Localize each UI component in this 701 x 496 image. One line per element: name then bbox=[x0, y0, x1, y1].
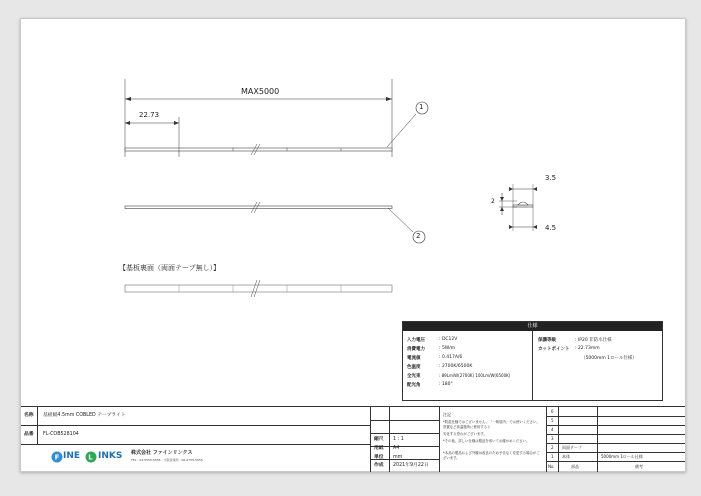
thickness-dimension: 2 bbox=[491, 198, 495, 205]
balloon-1-label: 1 bbox=[419, 103, 424, 111]
spec-key-input-voltage: 入力電圧 bbox=[407, 338, 425, 343]
svg-text:L: L bbox=[88, 453, 93, 462]
cut-pitch-label: 22.73 bbox=[139, 111, 160, 119]
parts-header-part: 部品 bbox=[571, 464, 579, 469]
spec-table bbox=[402, 321, 663, 401]
spec-key-current: 電流値 bbox=[407, 356, 421, 361]
company-name: 株式会社 ファインリンクス bbox=[131, 450, 193, 456]
parts-row-no: 5 bbox=[551, 418, 554, 423]
spec-val-roll-note: （5000mm 1ロール仕様） bbox=[581, 356, 637, 361]
paper-label: 用紙 bbox=[374, 446, 384, 451]
back-side-title: 【基板裏面（両面テープ無し）】 bbox=[119, 264, 221, 272]
unit-label: 単位 bbox=[374, 455, 384, 460]
parts-row-note: 5000mm 1ロール仕様 bbox=[601, 454, 643, 459]
note-1: *防湿仕様ではございません。「一般屋内」でお使いください。設置など高温箇所に使用すると bbox=[443, 420, 540, 429]
spec-key-ip-rating: 保護等級 bbox=[538, 338, 556, 343]
scale-label: 縮尺 bbox=[374, 437, 384, 442]
unit-value: mm bbox=[393, 455, 403, 460]
spec-key-color-temp: 色温度 bbox=[407, 365, 421, 370]
parts-row-no: 3 bbox=[551, 436, 554, 441]
logo-text-right: INKS bbox=[98, 451, 123, 461]
spec-val-luminous-flux: : 89Lm/W(2700K) 100Lm/W(6500K) bbox=[439, 373, 511, 378]
notes-title: 注記 bbox=[443, 412, 451, 417]
scale-value: 1 : 1 bbox=[393, 437, 404, 442]
spec-val-current: : 0.417A/6 bbox=[439, 355, 463, 360]
spec-val-power: : 5W/m bbox=[439, 346, 456, 351]
logo-mark-icon bbox=[85, 451, 97, 463]
part-label: 品番 bbox=[24, 432, 34, 437]
top-width-dimension: 3.5 bbox=[545, 174, 557, 182]
spec-val-input-voltage: : DC12V bbox=[439, 337, 458, 342]
name-value: 基板幅4.5mm COBLED テープライト bbox=[43, 413, 126, 418]
parts-row-no: 2 bbox=[551, 445, 554, 450]
parts-header-no: No. bbox=[548, 464, 555, 469]
date-value: 2021年9月22日 bbox=[393, 463, 429, 468]
parts-row-no: 6 bbox=[551, 409, 554, 414]
drawing-sheet bbox=[20, 18, 686, 472]
note-2: 劣化する恐れがございます。 bbox=[443, 432, 487, 436]
parts-row-part: 両面テープ bbox=[562, 445, 582, 450]
parts-row-no: 4 bbox=[551, 427, 554, 432]
name-label: 名称 bbox=[24, 413, 34, 418]
spec-val-ip-rating: : IP20 非防水仕様 bbox=[575, 338, 612, 343]
parts-header-note: 備考 bbox=[635, 464, 643, 469]
note-3: *その他、詳しい仕様は製品を用いてお確かめください。 bbox=[443, 439, 530, 443]
drawing-area bbox=[21, 19, 685, 319]
spec-val-beam-angle: : 180° bbox=[439, 382, 453, 387]
parts-row-part: 本体 bbox=[562, 454, 570, 459]
max-length-label: MAX5000 bbox=[241, 87, 280, 96]
spec-key-cut-point: カットポイント bbox=[538, 347, 570, 352]
spec-header: 仕様 bbox=[403, 322, 662, 331]
note-4: *本品の製品および外観は改良のため予告なく変更する場合がございます。 bbox=[443, 451, 540, 460]
spec-key-beam-angle: 配光角 bbox=[407, 383, 421, 388]
spec-key-power: 消費電力 bbox=[407, 347, 425, 352]
title-block bbox=[21, 406, 685, 472]
svg-text:F: F bbox=[54, 453, 60, 462]
balloon-2-label: 2 bbox=[416, 232, 421, 240]
part-value: FL-COB528104 bbox=[43, 432, 79, 437]
logo-text-left: INE bbox=[63, 451, 81, 461]
paper-value: A4 bbox=[393, 446, 400, 451]
parts-row-no: 1 bbox=[551, 454, 554, 459]
company-address: TEL : 03-5555-5555 大阪営業所 : 06-6755-5555 bbox=[131, 458, 203, 462]
spec-key-luminous-flux: 全光束 bbox=[407, 374, 421, 379]
date-label: 作成 bbox=[374, 463, 384, 468]
spec-val-color-temp: : 2700K/6500K bbox=[439, 364, 473, 369]
bottom-width-dimension: 4.5 bbox=[545, 224, 557, 232]
spec-val-cut-point: : 22.73mm bbox=[575, 346, 600, 351]
